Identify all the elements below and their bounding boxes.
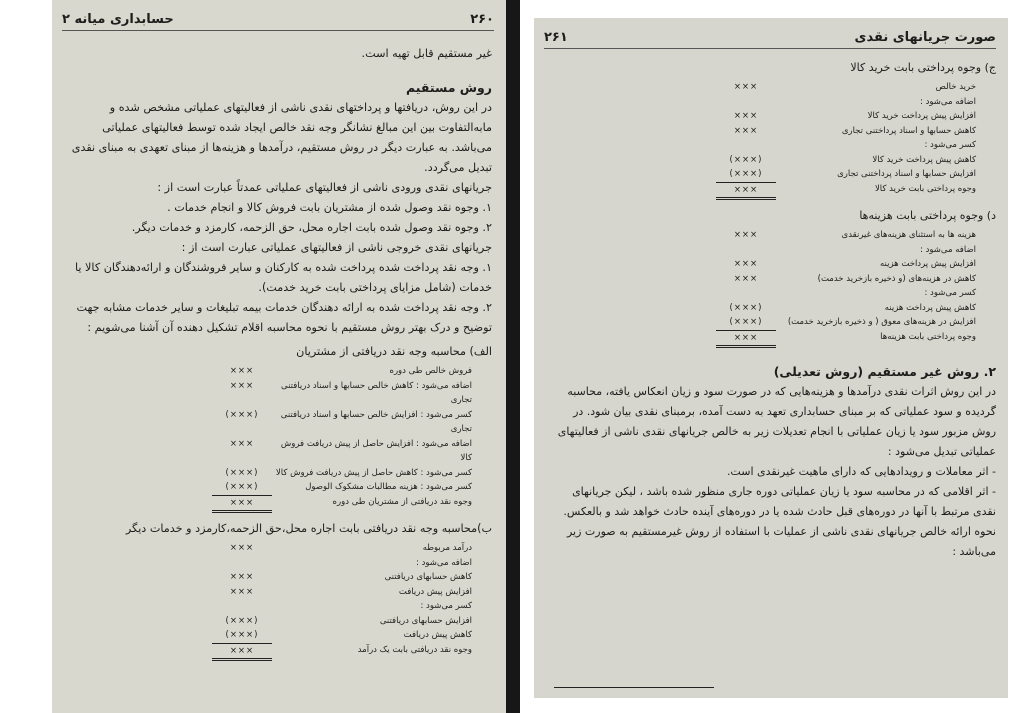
ledger-amount: ××× bbox=[733, 82, 759, 92]
ledger-amount: (×××) bbox=[225, 615, 259, 626]
ledger-label: هزینه ها به استثنای هزینه‌های غیرنقدی bbox=[841, 230, 976, 240]
ledger-label: وجوه پرداختی بابت خرید کالا bbox=[874, 183, 976, 194]
outflows-intro: جریانهای نقدی خروجی ناشی از فعالیتهای عملیاتی عبارت است از : bbox=[181, 241, 492, 254]
section-b-title: ب)محاسبه وجه نقد دریافتی بابت اجاره محل،حق الزحمه،کارمزد و خدمات دیگر bbox=[125, 522, 492, 535]
indirect-bullet-2: - اثر اقلامی که در محاسبه سود یا زیان عملیاتی دوره جاری منظور شده باشد ، لیکن جریانهای نقدی مرتبط با آنها در دوره‌های قبل حادث شده یا در دوره‌های آینده حادث خواهد شد و بالعکس. bbox=[563, 485, 996, 518]
ledger-amount bbox=[716, 138, 776, 153]
ledger-label: کسر می‌شود : کاهش حاصل از پیش دریافت فروش کالا bbox=[275, 467, 472, 478]
ledger-total-row bbox=[548, 182, 996, 201]
left-header-title: حسابداری میانه ۲ bbox=[62, 11, 174, 27]
outflow-item-2: ۲. وجه نقد پرداخت شده به ارائه دهندگان خدمات بیمه تبلیغات و سایر خدمات مشابه جهت توضیح و درک بهتر روش مستقیم با نحوه محاسبه اقلام تشکیل دهنده آن آشنا می‌شویم : bbox=[76, 301, 492, 334]
inflow-item-2: ۲. وجوه نقد وصول شده بابت اجاره محل، حق الزحمه، کارمزد و خدمات دیگر. bbox=[131, 221, 492, 234]
left-page-number: ۲۶۰ bbox=[470, 11, 494, 27]
ledger-amount: (×××) bbox=[729, 154, 763, 165]
ledger-label: کاهش حسابها و اسناد پرداختنی تجاری bbox=[841, 125, 976, 136]
ledger-amount bbox=[716, 243, 776, 258]
page-gutter bbox=[506, 0, 520, 713]
ledger-row bbox=[64, 379, 492, 408]
right-page-number: ۲۶۱ bbox=[544, 29, 568, 45]
ledger-amount: ××× bbox=[733, 230, 759, 240]
ledger-amount: ××× bbox=[212, 643, 272, 662]
ledger-label: کاهش پیش پرداخت خرید کالا bbox=[872, 154, 976, 165]
ledger-amount: ××× bbox=[229, 572, 255, 582]
ledger-label: خرید خالص bbox=[935, 82, 976, 92]
ledger-row bbox=[64, 364, 492, 379]
ledger-label: کسر می‌شود : هزینه مطالبات مشکوک الوصول bbox=[305, 482, 472, 492]
ledger-row bbox=[548, 301, 996, 316]
ledger-label: کاهش پیش دریافت bbox=[403, 630, 472, 640]
ledger-label: اضافه می‌شود : کاهش خالص حسابها و اسناد دریافتنی تجاری bbox=[281, 380, 472, 405]
ledger-row bbox=[64, 466, 492, 481]
ledger-amount: (×××) bbox=[729, 169, 763, 179]
ledger-label: افزایش پیش پرداخت خرید کالا bbox=[867, 111, 976, 121]
ledger-label: وجوه نقد دریافتی بابت یک درآمد bbox=[357, 644, 472, 655]
ledger-row bbox=[548, 315, 996, 330]
right-page-header bbox=[544, 26, 996, 49]
ledger-label: وجوه پرداختی بابت هزینه‌ها bbox=[880, 331, 976, 342]
ledger-row bbox=[64, 614, 492, 629]
ledger-amount bbox=[212, 599, 272, 614]
left-page-header bbox=[62, 8, 494, 31]
ledger-amount: (×××) bbox=[729, 317, 763, 327]
ledger-label: کاهش حسابهای دریافتنی bbox=[384, 572, 472, 582]
ledger-amount: ××× bbox=[229, 586, 255, 597]
ledger-label: افزایش پیش دریافت bbox=[398, 586, 472, 597]
outflow-item-1: ۱. وجه نقد پرداخت شده پرداخت شده به کارکنان و سایر فروشندگان و ارائه‌دهندگان کالا یا خدمات (شامل مزایای پرداختی بابت خرید خدمت). bbox=[74, 261, 492, 294]
ledger-amount: ××× bbox=[229, 366, 255, 376]
ledger-row bbox=[64, 628, 492, 643]
section-b-ledger bbox=[64, 541, 492, 661]
indirect-method-paragraph: در این روش اثرات نقدی درآمدها و هزینه‌هایی که در صورت سود و زیان انعکاس یافته، محاسبه گردیده و سود عملیاتی که بر مبنای حسابداری تعهد به دست آمده، برمبنای نقدی بیان شود. در روش مزبور سود یا زیان عملیاتی با انجام تعدیلات زیر به خالص جریانهای نقدی ناشی از فعالیتهای عملیاتی تبدیل می‌شود : bbox=[557, 385, 996, 458]
ledger-row bbox=[548, 228, 996, 243]
ledger-amount: ××× bbox=[733, 273, 759, 284]
ledger-amount: ××× bbox=[733, 125, 759, 136]
ledger-row bbox=[548, 95, 996, 110]
ledger-label: اضافه می‌شود : bbox=[416, 557, 472, 568]
ledger-label: اضافه می‌شود : افزایش حاصل از پیش دریافت فروش کالا bbox=[280, 438, 472, 463]
ledger-label: کسر می‌شود : افزایش خالص حسابها و اسناد دریافتنی تجاری bbox=[280, 409, 472, 434]
ledger-amount: ××× bbox=[733, 259, 759, 269]
ledger-amount: ××× bbox=[229, 380, 255, 391]
left-page-content bbox=[64, 44, 492, 667]
ledger-amount: ××× bbox=[716, 182, 776, 201]
ledger-row bbox=[64, 585, 492, 600]
footnote-rule bbox=[554, 687, 714, 688]
ledger-label: کاهش پیش پرداخت هزینه bbox=[884, 302, 976, 313]
ledger-total-row bbox=[64, 495, 492, 514]
direct-method-paragraph: در این روش، دریافتها و پرداختهای نقدی ناشی از فعالیتهای عملیاتی مشخص شده و مابه‌التفاوت بین این مبالغ نشانگر وجه نقد خالص ایجاد شده توسط فعالیتهای عملیاتی می‌باشد. به عبارت دیگر در روش مستقیم، درآمدها و هزینه‌ها از مبنای تعهدی به مبنای نقدی تبدیل می‌گردد. bbox=[71, 101, 492, 174]
indirect-bullet-1: - اثر معاملات و رویدادهایی که دارای ماهیت غیرنقدی است. bbox=[726, 465, 996, 478]
ledger-amount: (×××) bbox=[225, 630, 259, 640]
ledger-amount: (×××) bbox=[225, 482, 259, 492]
section-d-title: د) وجوه پرداختی بابت هزینه‌ها bbox=[859, 209, 996, 222]
ledger-label: افزایش حسابها و اسناد پرداختنی تجاری bbox=[837, 169, 976, 179]
ledger-label: درآمد مربوطه bbox=[422, 543, 472, 553]
ledger-label: کسر می‌شود : bbox=[924, 140, 976, 150]
ledger-label: اضافه می‌شود : bbox=[920, 96, 976, 107]
ledger-row bbox=[548, 257, 996, 272]
ledger-label: وجوه نقد دریافتی از مشتریان طی دوره bbox=[332, 496, 472, 507]
ledger-amount: (×××) bbox=[729, 302, 763, 313]
ledger-label: کاهش در هزینه‌های (و ذخیره بازخرید خدمت) bbox=[817, 273, 976, 284]
ledger-row bbox=[548, 272, 996, 287]
ledger-amount: (×××) bbox=[225, 409, 259, 420]
ledger-amount: ××× bbox=[733, 111, 759, 121]
section-c-ledger bbox=[548, 80, 996, 200]
intro-text: غیر مستقیم قابل تهیه است. bbox=[361, 47, 492, 60]
ledger-amount: ××× bbox=[229, 543, 255, 553]
right-page-content bbox=[548, 54, 996, 562]
ledger-row bbox=[548, 80, 996, 95]
ledger-row bbox=[548, 167, 996, 182]
ledger-amount bbox=[716, 286, 776, 301]
ledger-row bbox=[64, 541, 492, 556]
ledger-row bbox=[64, 408, 492, 437]
ledger-label: افزایش پیش پرداخت هزینه bbox=[879, 259, 976, 269]
ledger-row bbox=[548, 124, 996, 139]
ledger-amount bbox=[212, 556, 272, 571]
ledger-row bbox=[548, 138, 996, 153]
section-a-title: الف) محاسبه وجه نقد دریافتی از مشتریان bbox=[296, 345, 492, 358]
ledger-label: افزایش در هزینه‌های معوق ( و ذخیره بازخرید خدمت) bbox=[787, 317, 976, 327]
ledger-label: کسر می‌شود : bbox=[924, 288, 976, 298]
ledger-label: کسر می‌شود : bbox=[420, 601, 472, 611]
ledger-row bbox=[548, 286, 996, 301]
ledger-amount: (×××) bbox=[225, 467, 259, 478]
ledger-label: فروش خالص طی دوره bbox=[389, 366, 472, 376]
ledger-label: افزایش حسابهای دریافتنی bbox=[379, 615, 472, 626]
inflows-intro: جریانهای نقدی ورودی ناشی از فعالیتهای عملیاتی عمدتاً عبارت است از : bbox=[157, 181, 492, 194]
indirect-method-heading: ۲. روش غیر مستقیم (روش تعدیلی) bbox=[773, 364, 996, 379]
ledger-row bbox=[548, 153, 996, 168]
inflow-item-1: ۱. وجوه نقد وصول شده از مشتریان بابت فروش کالا و انجام خدمات . bbox=[167, 201, 492, 214]
ledger-amount bbox=[716, 95, 776, 110]
ledger-row bbox=[64, 437, 492, 466]
ledger-amount: ××× bbox=[716, 330, 776, 349]
ledger-row bbox=[64, 480, 492, 495]
direct-method-heading: روش مستقیم bbox=[405, 80, 492, 95]
ledger-row bbox=[64, 599, 492, 614]
ledger-total-row bbox=[64, 643, 492, 662]
section-d-ledger bbox=[548, 228, 996, 348]
ledger-row bbox=[64, 570, 492, 585]
ledger-row bbox=[548, 243, 996, 258]
section-a-ledger bbox=[64, 364, 492, 513]
right-page bbox=[534, 18, 1008, 698]
right-header-title: صورت جریانهای نقدی bbox=[854, 29, 996, 45]
ledger-row bbox=[64, 556, 492, 571]
section-c-title: ج) وجوه پرداختی بابت خرید کالا bbox=[850, 61, 996, 74]
ledger-amount: ××× bbox=[212, 495, 272, 514]
closing-text: نحوه ارائه خالص جریانهای نقدی ناشی از عملیات با استفاده از روش غیرمستقیم به صورت زیر می‌باشد : bbox=[566, 525, 996, 558]
ledger-amount: ××× bbox=[229, 438, 255, 449]
ledger-label: اضافه می‌شود : bbox=[920, 244, 976, 255]
ledger-row bbox=[548, 109, 996, 124]
left-page bbox=[52, 0, 506, 713]
ledger-total-row bbox=[548, 330, 996, 349]
